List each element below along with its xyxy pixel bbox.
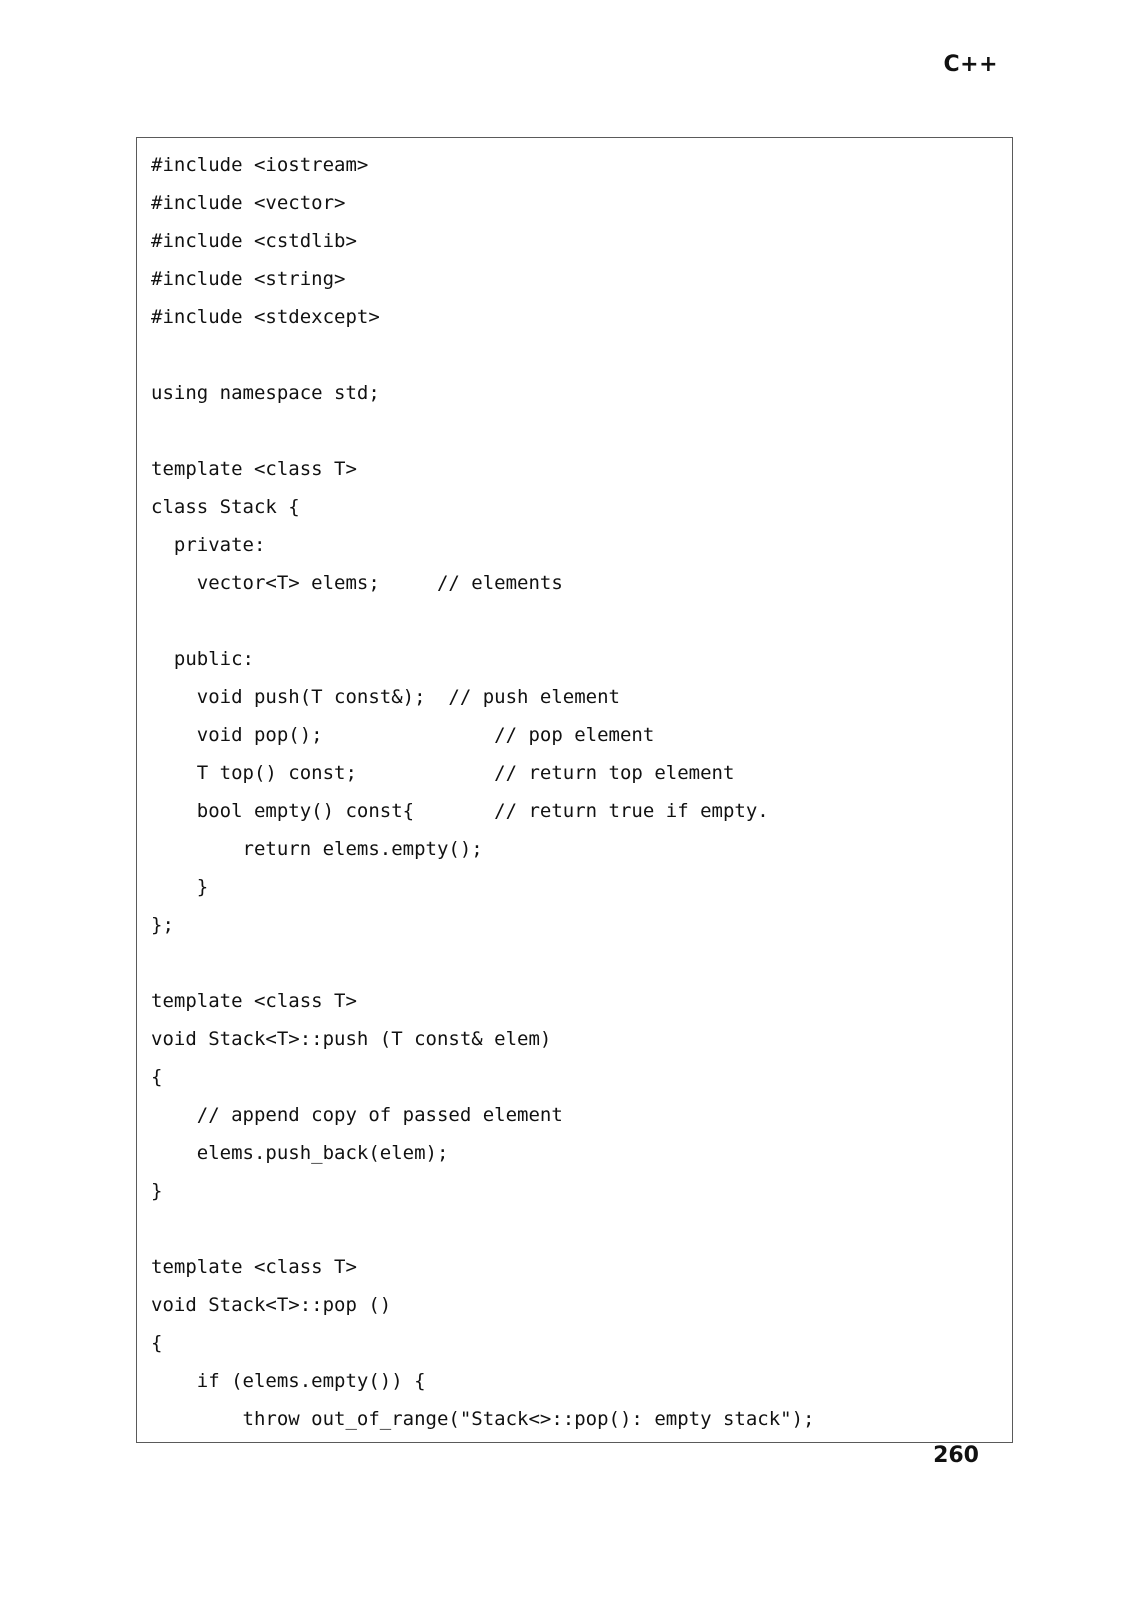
code-line: // append copy of passed element [151, 1104, 563, 1126]
code-line: T top() const; // return top element [151, 762, 735, 784]
code-line: #include <iostream> [151, 154, 369, 176]
code-line: template <class T> [151, 458, 357, 480]
code-line: #include <cstdlib> [151, 230, 357, 252]
code-line: { [151, 1066, 163, 1088]
code-line: void Stack<T>::pop () [151, 1294, 392, 1316]
code-line: using namespace std; [151, 382, 380, 404]
code-line: void Stack<T>::push (T const& elem) [151, 1028, 552, 1050]
code-line: public: [151, 648, 254, 670]
code-line: bool empty() const{ // return true if empty. [151, 800, 769, 822]
code-line: void push(T const&); // push element [151, 686, 620, 708]
code-line [151, 602, 814, 640]
page-number: 260 [933, 1443, 979, 1468]
code-line [151, 1210, 814, 1248]
code-line: #include <vector> [151, 192, 346, 214]
code-line [151, 412, 814, 450]
code-line: private: [151, 534, 266, 556]
code-line [151, 944, 814, 982]
page-header-title: C++ [943, 52, 998, 77]
code-line: #include <stdexcept> [151, 306, 380, 328]
code-line: template <class T> [151, 990, 357, 1012]
code-line: void pop(); // pop element [151, 724, 655, 746]
code-line: throw out_of_range("Stack<>::pop(): empty stack"); [151, 1408, 815, 1430]
code-line: class Stack { [151, 496, 300, 518]
code-line: vector<T> elems; // elements [151, 572, 563, 594]
code-line [151, 336, 814, 374]
code-line: { [151, 1332, 163, 1354]
code-line: }; [151, 914, 174, 936]
code-listing-box [136, 137, 1013, 1443]
code-line: template <class T> [151, 1256, 357, 1278]
code-line: elems.push_back(elem); [151, 1142, 449, 1164]
code-line: if (elems.empty()) { [151, 1370, 426, 1392]
code-line: #include <string> [151, 268, 346, 290]
code-line: return elems.empty(); [151, 838, 483, 860]
code-line: } [151, 1180, 163, 1202]
code-listing [151, 146, 814, 1438]
code-line: } [151, 876, 209, 898]
